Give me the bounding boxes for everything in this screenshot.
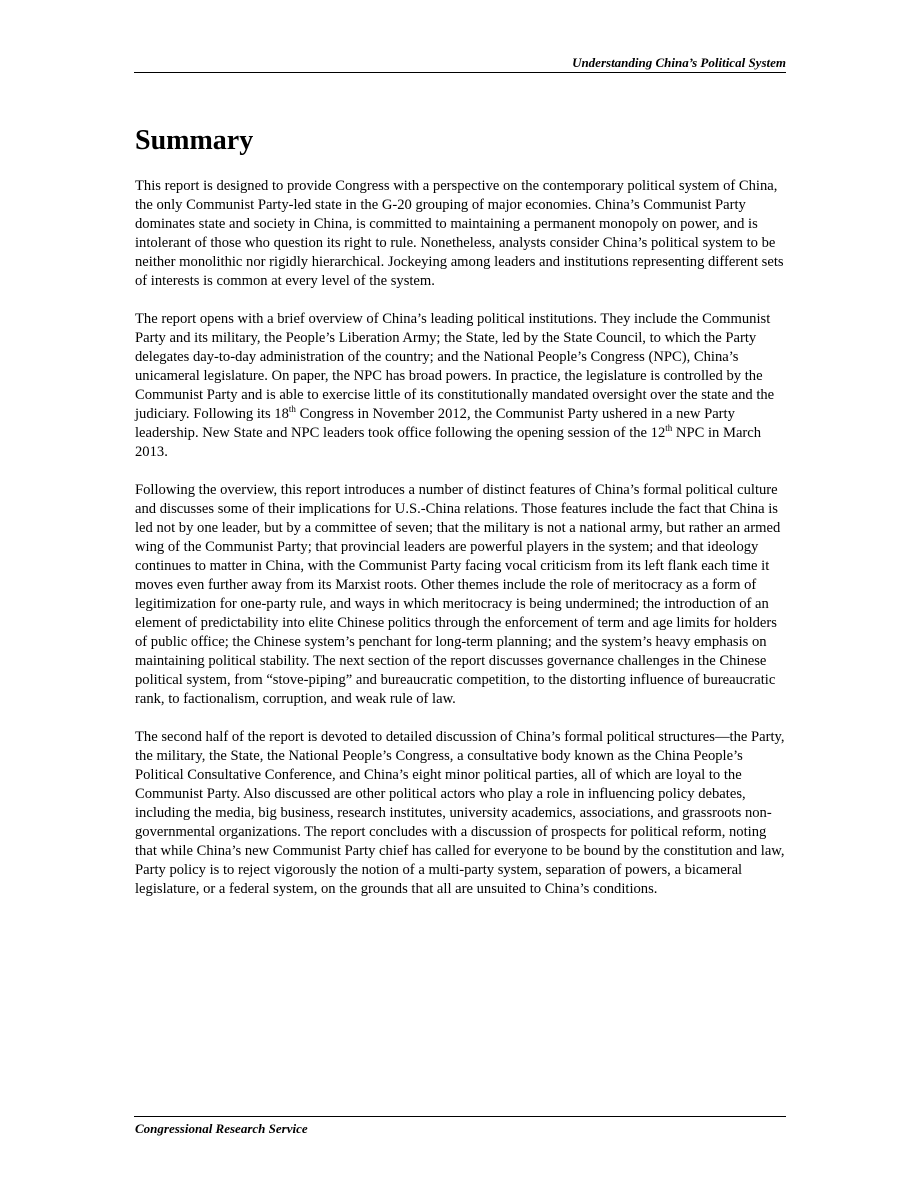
paragraph-4: The second half of the report is devoted to detailed discussion of China’s formal political structures—the Party, the military, the State, the National People’s Congress, a consultative body known as the China People’s Political Consultative Conference, and China’s eight minor political parties, all of which are loyal to the Communist Party. Also discussed are other political actors who play a role in influencing policy debates, including the media, big business, research institutes, university academics, associations, and grassroots non-governmental organizations. The report concludes with a discussion of prospects for political reform, noting that while China’s new Communist Party chief has called for everyone to be bound by the constitution and law, Party policy is to reject vigorously the notion of a multi-party system, separation of powers, a bicameral legislature, or a federal system, on the grounds that all are unsuited to China’s conditions.	[135, 729, 785, 897]
superscript-ordinal: th	[665, 423, 673, 434]
paragraph-1: This report is designed to provide Congress with a perspective on the contemporary political system of China, the only Communist Party-led state in the G-20 grouping of major economies. China’s Communist Party dominates state and society in China, is committed to maintaining a permanent monopoly on power, and is intolerant of those who question its right to rule. Nonetheless, analysts consider China’s political system to be neither monolithic nor rigidly hierarchical. Jockeying among leaders and institutions representing different sets of interests is common at every level of the system.	[135, 178, 784, 289]
running-header: Understanding China’s Political System	[572, 55, 786, 70]
paragraph-2	[135, 310, 787, 462]
paragraph-2-part-a: The report opens with a brief overview of China’s leading political institutions. They include the Communist Party and its military, the People’s Liberation Army; the State, led by the State Council, to which the Party delegates day-to-day administration of the country; and the National People’s Congress (NPC), China’s unicameral legislature. On paper, the NPC has broad powers. In practice, the legislature is controlled by the Communist Party and is able to exercise little of its constitutionally mandated oversight over the state and the judiciary. Following its 18	[135, 311, 775, 422]
footer-divider	[134, 1116, 786, 1117]
paragraph-2-part-c: NPC in March 2013.	[135, 425, 762, 460]
running-footer: Congressional Research Service	[135, 1121, 308, 1136]
superscript-ordinal: th	[288, 404, 296, 415]
summary-body	[135, 177, 787, 918]
paragraph-2-part-b: Congress in November 2012, the Communist Party ushered in a new Party leadership. New State and NPC leaders took office following the opening session of the 12	[135, 406, 735, 441]
header-divider	[134, 72, 786, 73]
page-title: Summary	[135, 125, 254, 156]
paragraph-3: Following the overview, this report introduces a number of distinct features of China’s formal political culture and discusses some of their implications for U.S.-China relations. Those features include the fact that China is led not by one leader, but by a committee of seven; that the military is not a national army, but rather an armed wing of the Communist Party; that provincial leaders are powerful players in the system; and that ideology continues to matter in China, with the Communist Party facing vocal criticism from its left flank each time it moves even further away from its Marxist roots. Other themes include the role of meritocracy as a form of legitimization for one-party rule, and ways in which meritocracy is being undermined; the introduction of an element of predictability into elite Chinese politics through the enforcement of term and age limits for holders of public office; the Chinese system’s penchant for long-term planning; and the system’s heavy emphasis on maintaining political stability. The next section of the report discusses governance challenges in the Chinese political system, from “stove-piping” and bureaucratic competition, to the distorting influence of bureaucratic rank, to factionalism, corruption, and weak rule of law.	[135, 482, 781, 707]
